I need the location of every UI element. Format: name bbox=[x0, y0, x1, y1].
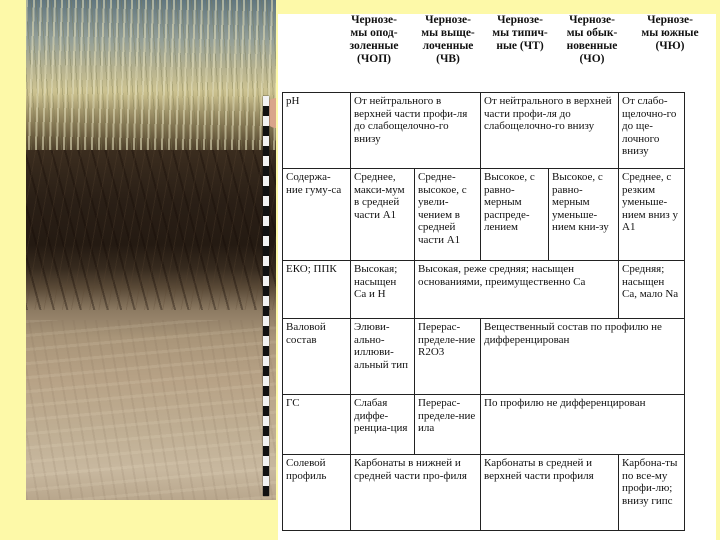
header-southern bbox=[630, 14, 710, 90]
table-row-gross bbox=[283, 319, 685, 395]
cell-ph-podzol-leached: От нейтрального в верхней части профи-ля до слабощелочно-го внизу bbox=[351, 93, 481, 169]
humus-horizon bbox=[26, 150, 276, 310]
cell-salt-typical-ordinary: Карбонаты в средней и верхней части профиля bbox=[481, 455, 619, 531]
header-ordinary-text: Чернозе- мы обык- новенные (ЧО) bbox=[566, 14, 618, 65]
cell-gs-rest: По профилю не дифференцирован bbox=[481, 395, 685, 455]
cell-humus-podzol: Среднее, макси-мум в средней части А1 bbox=[351, 169, 415, 261]
cell-humus-southern: Среднее, с резким уменьше-нием вниз у А1 bbox=[619, 169, 685, 261]
table-row-eko bbox=[283, 261, 685, 319]
row-label-eko: ЕКО; ППК bbox=[283, 261, 351, 319]
header-typical bbox=[484, 14, 556, 90]
header-leached bbox=[411, 14, 485, 90]
cell-eko-middle: Высокая, реже средняя; насыщен основаниями, преимущественно Са bbox=[415, 261, 619, 319]
cell-gs-leached: Перерас-пределе-ние ила bbox=[415, 395, 481, 455]
table-row-gs bbox=[283, 395, 685, 455]
cell-eko-southern: Средняя; насыщен Са, мало Na bbox=[619, 261, 685, 319]
header-southern-text: Чернозе- мы южные (ЧЮ) bbox=[641, 14, 699, 52]
row-label-gs: ГС bbox=[283, 395, 351, 455]
cell-ph-southern: От слабо-щелочно-го до ще-лочного внизу bbox=[619, 93, 685, 169]
cell-eko-podzol: Высокая; насыщен Са и Н bbox=[351, 261, 415, 319]
cell-humus-ordinary: Высокое, с равно-мерным уменьше-нием кни-зу bbox=[549, 169, 619, 261]
table-row-ph bbox=[283, 93, 685, 169]
carbonate-horizon bbox=[26, 320, 276, 500]
cell-humus-leached: Средне-высокое, с увели-чением в средней части А1 bbox=[415, 169, 481, 261]
cell-gross-podzol: Элюви-ально-иллюви-альный тип bbox=[351, 319, 415, 395]
row-label-salt: Солевой профиль bbox=[283, 455, 351, 531]
header-podzolized-text: Чернозе- мы опод- золенные (ЧОП) bbox=[349, 14, 399, 65]
cell-humus-typical: Высокое, с равно-мерным распреде-лением bbox=[481, 169, 549, 261]
table-row-humus bbox=[283, 169, 685, 261]
header-typical-text: Чернозе- мы типич- ные (ЧТ) bbox=[492, 14, 548, 52]
chernozem-properties-table bbox=[282, 92, 685, 531]
row-label-humus: Содержа-ние гуму-са bbox=[283, 169, 351, 261]
cell-salt-podzol-leached: Карбонаты в нижней и средней части про-филя bbox=[351, 455, 481, 531]
cell-gs-podzol: Слабая диффе-ренциа-ция bbox=[351, 395, 415, 455]
row-label-ph: рН bbox=[283, 93, 351, 169]
cell-salt-southern: Карбона-ты по все-му профи-лю; внизу гипс bbox=[619, 455, 685, 531]
cell-ph-typical-ordinary: От нейтрального в верхней части профи-ля до слабощелочно-го внизу bbox=[481, 93, 619, 169]
header-leached-text: Чернозе- мы выще- лоченные (ЧВ) bbox=[421, 14, 475, 65]
cell-gross-rest: Вещественный состав по профилю не дифференцирован bbox=[481, 319, 685, 395]
steppe-grass bbox=[26, 0, 276, 150]
header-ordinary bbox=[556, 14, 628, 90]
measuring-rod bbox=[263, 96, 269, 496]
cell-gross-leached: Перерас-пределе-ние R2O3 bbox=[415, 319, 481, 395]
row-label-gross: Валовой состав bbox=[283, 319, 351, 395]
header-podzolized bbox=[336, 14, 412, 90]
soil-profile-photo bbox=[26, 0, 276, 500]
table-row-salt bbox=[283, 455, 685, 531]
